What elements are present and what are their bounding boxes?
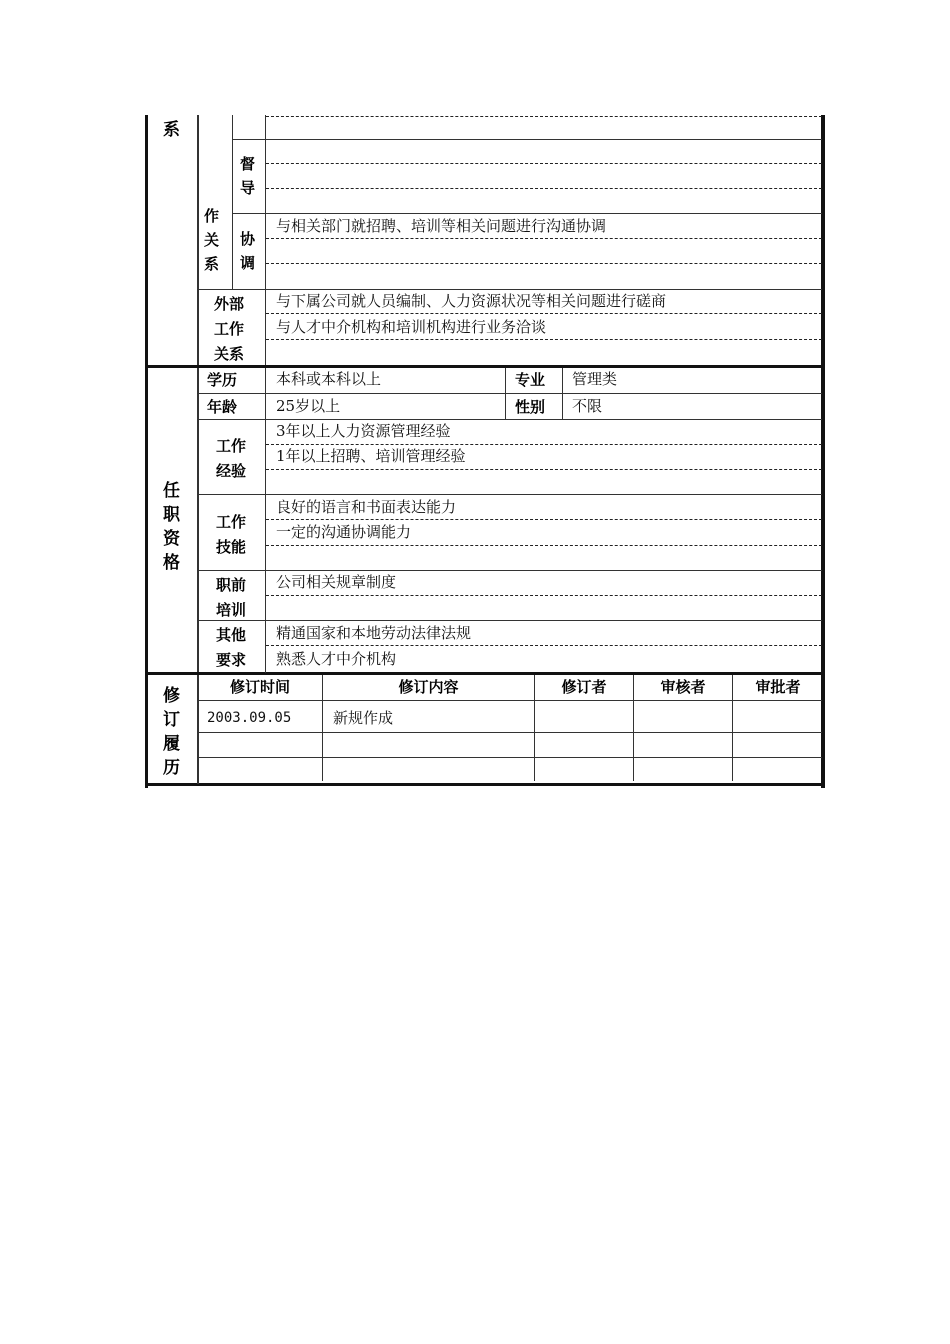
revision-header-reviewer: 审核者 xyxy=(660,678,706,696)
other-line-1: 精通国家和本地劳动法律法规 xyxy=(276,624,472,642)
gender-value: 不限 xyxy=(572,397,603,415)
coordinate-label: 协 调 xyxy=(240,230,256,272)
education-label: 学历 xyxy=(207,371,238,389)
age-label: 年龄 xyxy=(207,398,238,416)
qualification-label: 任 职 资 格 xyxy=(163,481,180,573)
revision-header-approver: 审批者 xyxy=(755,678,801,696)
supervise-label: 督 导 xyxy=(240,155,256,197)
major-value: 管理类 xyxy=(572,370,618,388)
internal-relations-label: 作 关 系 xyxy=(204,207,220,273)
revision-content: 新规作成 xyxy=(333,709,394,727)
section-label-relations: 系 xyxy=(163,120,180,140)
external-line-2: 与人才中介机构和培训机构进行业务洽谈 xyxy=(276,318,547,336)
revision-header-content: 修订内容 xyxy=(398,678,459,696)
revision-header-reviser: 修订者 xyxy=(561,678,607,696)
skills-line-1: 良好的语言和书面表达能力 xyxy=(276,498,457,516)
training-label: 职前 培训 xyxy=(216,576,247,619)
external-line-1: 与下属公司就人员编制、人力资源状况等相关问题进行磋商 xyxy=(276,292,667,310)
coordinate-line-1: 与相关部门就招聘、培训等相关问题进行沟通协调 xyxy=(276,217,607,235)
external-relations-label: 外部 工作 关系 xyxy=(214,295,245,363)
education-value: 本科或本科以上 xyxy=(276,370,382,388)
skills-label: 工作 技能 xyxy=(216,513,247,556)
training-line-1: 公司相关规章制度 xyxy=(276,573,397,591)
revision-header-date: 修订时间 xyxy=(229,678,290,696)
revision-history-label: 修 订 履 历 xyxy=(163,686,180,778)
revision-date: 2003.09.05 xyxy=(207,710,292,726)
other-line-2: 熟悉人才中介机构 xyxy=(276,650,397,668)
experience-line-2: 1年以上招聘、培训管理经验 xyxy=(276,447,466,465)
major-label: 专业 xyxy=(515,371,546,389)
experience-label: 工作 经验 xyxy=(216,437,247,480)
age-value: 25岁以上 xyxy=(276,397,341,415)
gender-label: 性别 xyxy=(515,398,546,416)
experience-line-1: 3年以上人力资源管理经验 xyxy=(276,422,451,440)
skills-line-2: 一定的沟通协调能力 xyxy=(276,523,412,541)
other-requirements-label: 其他 要求 xyxy=(216,626,247,669)
